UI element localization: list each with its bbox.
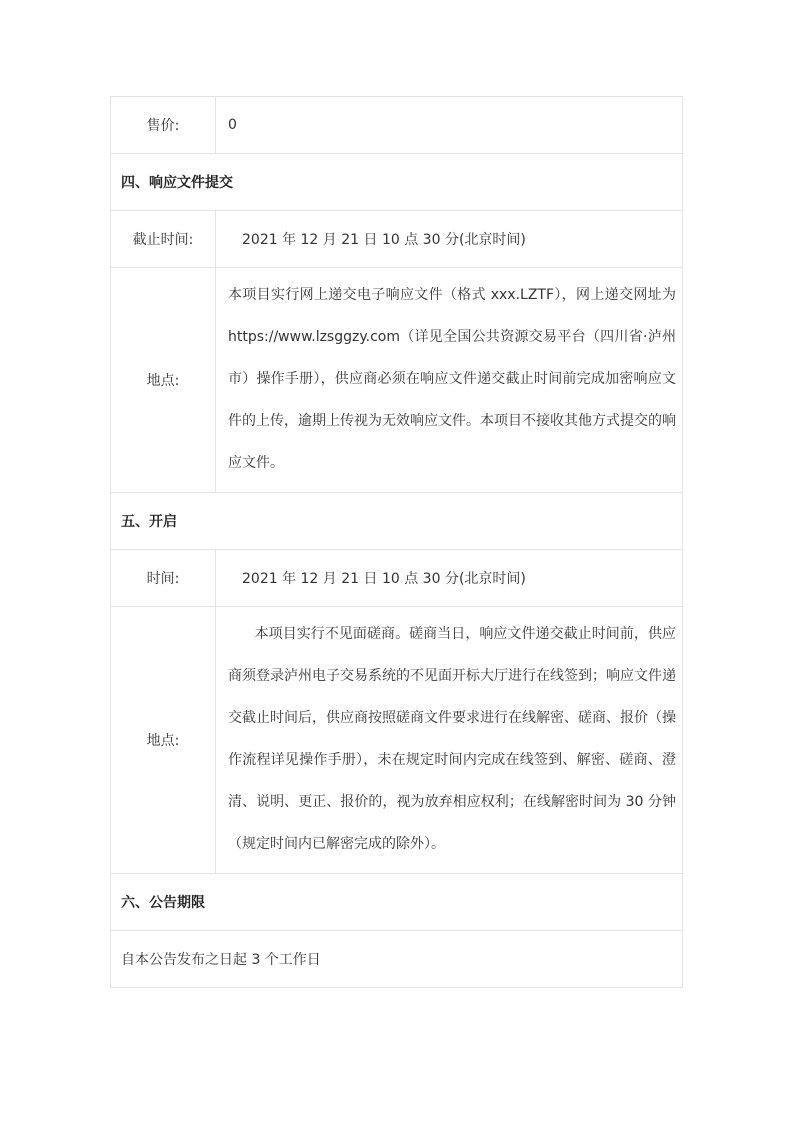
opening-time-value: 2021 年 12 月 21 日 10 点 30 分(北京时间) <box>216 550 683 607</box>
section-4-header-row <box>111 154 683 211</box>
price-row <box>111 97 683 154</box>
deadline-value: 2021 年 12 月 21 日 10 点 30 分(北京时间) <box>216 211 683 268</box>
section-4-heading: 四、响应文件提交 <box>111 154 683 211</box>
notice-period-row <box>111 931 683 988</box>
section-5-header-row <box>111 493 683 550</box>
deadline-row <box>111 211 683 268</box>
deadline-label: 截止时间: <box>111 211 216 268</box>
submission-location-cell <box>216 268 683 493</box>
opening-time-label: 时间: <box>111 550 216 607</box>
notice-period-text: 自本公告发布之日起 3 个工作日 <box>111 931 683 988</box>
announcement-table <box>110 96 683 988</box>
opening-time-row <box>111 550 683 607</box>
opening-location-text: 本项目实行不见面磋商。磋商当日，响应文件递交截止时间前，供应商须登录泸州电子交易系统的不见面开标大厅进行在线签到；响应文件递交截止时间后，供应商按照磋商文件要求进行在线解密、磋商、报价（操作流程详见操作手册），未在规定时间内完成在线签到、解密、磋商、澄清、说明、更正、报价的，视为放弃相应权利；在线解密时间为 30 分钟（规定时间内已解密完成的除外）。 <box>228 626 676 852</box>
opening-location-label: 地点: <box>111 607 216 874</box>
section-6-header-row <box>111 874 683 931</box>
submission-location-text: 本项目实行网上递交电子响应文件（格式 xxx.LZTF），网上递交网址为 https://www.lzsggzy.com（详见全国公共资源交易平台（四川省·泸州市）操作手册），供应商必须在响应文件递交截止时间前完成加密响应文件的上传，逾期上传视为无效响应文件。本项目不接收其他方式提交的响应文件。 <box>228 287 676 471</box>
price-value: 0 <box>216 97 683 154</box>
opening-location-cell <box>216 607 683 874</box>
price-label: 售价: <box>111 97 216 154</box>
section-5-heading: 五、开启 <box>111 493 683 550</box>
submission-location-label: 地点: <box>111 268 216 493</box>
submission-location-row <box>111 268 683 493</box>
opening-location-row <box>111 607 683 874</box>
section-6-heading: 六、公告期限 <box>111 874 683 931</box>
